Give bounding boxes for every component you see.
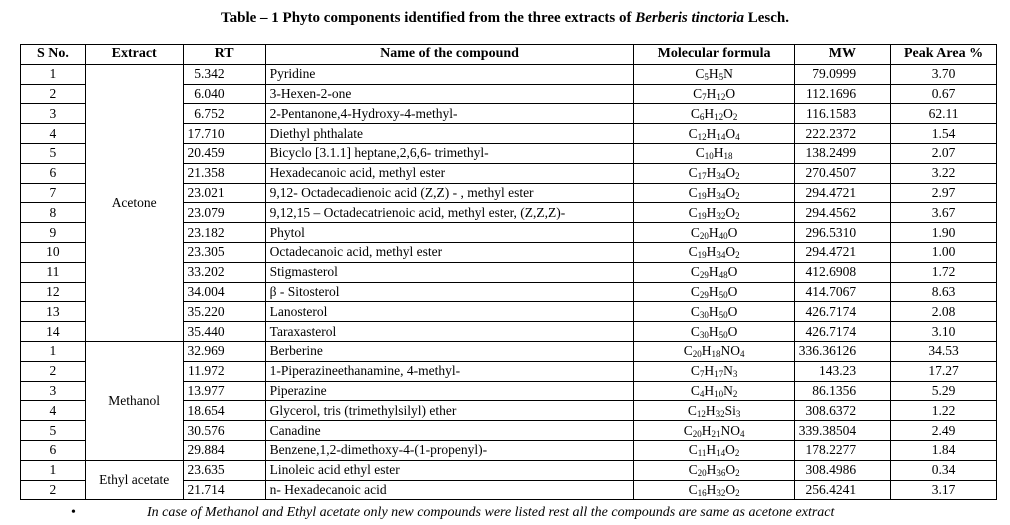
cell-rt: 29.884 xyxy=(183,440,265,460)
cell-sno: 3 xyxy=(21,104,86,124)
cell-formula: $C_{20}H_{21}NO_4$ xyxy=(634,421,794,441)
cell-mw: 426.7174 xyxy=(794,302,890,322)
footnote-text: In case of Methanol and Ethyl acetate only new compounds were listed rest all the compounds are same as acetone extract xyxy=(147,505,835,520)
cell-rt: 23.021 xyxy=(183,183,265,203)
cell-peak-area: 17.27 xyxy=(891,361,997,381)
cell-rt: 21.358 xyxy=(183,163,265,183)
cell-peak-area: 8.63 xyxy=(891,282,997,302)
cell-sno: 12 xyxy=(21,282,86,302)
cell-rt: 23.305 xyxy=(183,242,265,262)
cell-sno: 14 xyxy=(21,322,86,342)
cell-formula: $C_{12}H_{32}Si_3$ xyxy=(634,401,794,421)
cell-extract: Ethyl acetate xyxy=(85,460,183,500)
cell-formula: $C_{19}H_{34}O_2$ xyxy=(634,183,794,203)
cell-formula: $C_{19}H_{32}O_2$ xyxy=(634,203,794,223)
cell-formula: $C_4H_{10}N_2$ xyxy=(634,381,794,401)
cell-compound-name: Hexadecanoic acid, methyl ester xyxy=(265,163,634,183)
cell-formula: $C_{17}H_{34}O_2$ xyxy=(634,163,794,183)
cell-mw: 294.4721 xyxy=(794,242,890,262)
cell-rt: 23.635 xyxy=(183,460,265,480)
cell-mw: 294.4562 xyxy=(794,203,890,223)
cell-rt: 5.342 xyxy=(183,64,265,84)
cell-peak-area: 1.72 xyxy=(891,262,997,282)
caption-species: Berberis tinctoria xyxy=(635,10,745,26)
header-name: Name of the compound xyxy=(265,45,634,65)
cell-sno: 8 xyxy=(21,203,86,223)
cell-peak-area: 1.90 xyxy=(891,223,997,243)
cell-rt: 35.440 xyxy=(183,322,265,342)
cell-peak-area: 3.17 xyxy=(891,480,997,500)
cell-compound-name: 9,12,15 – Octadecatrienoic acid, methyl ester, (Z,Z,Z)- xyxy=(265,203,634,223)
table-caption xyxy=(0,8,1010,28)
cell-peak-area: 34.53 xyxy=(891,341,997,361)
cell-rt: 11.972 xyxy=(183,361,265,381)
compounds-table xyxy=(20,44,997,500)
cell-compound-name: Linoleic acid ethyl ester xyxy=(265,460,634,480)
cell-mw: 86.1356 xyxy=(794,381,890,401)
cell-extract: Acetone xyxy=(85,64,183,341)
header-formula: Molecular formula xyxy=(634,45,794,65)
cell-compound-name: Bicyclo [3.1.1] heptane,2,6,6- trimethyl- xyxy=(265,143,634,163)
cell-formula: $C_{20}H_{40}O$ xyxy=(634,223,794,243)
cell-compound-name: 3-Hexen-2-one xyxy=(265,84,634,104)
cell-compound-name: Phytol xyxy=(265,223,634,243)
cell-compound-name: Pyridine xyxy=(265,64,634,84)
cell-rt: 33.202 xyxy=(183,262,265,282)
cell-sno: 11 xyxy=(21,262,86,282)
cell-sno: 2 xyxy=(21,84,86,104)
cell-compound-name: Taraxasterol xyxy=(265,322,634,342)
cell-sno: 6 xyxy=(21,440,86,460)
header-rt: RT xyxy=(183,45,265,65)
cell-mw: 336.36126 xyxy=(794,341,890,361)
cell-formula: $C_5H_5N$ xyxy=(634,64,794,84)
cell-rt: 13.977 xyxy=(183,381,265,401)
cell-formula: $C_7H_{17}N_3$ xyxy=(634,361,794,381)
header-area: Peak Area % xyxy=(891,45,997,65)
cell-rt: 17.710 xyxy=(183,124,265,144)
cell-formula: $C_{16}H_{32}O_2$ xyxy=(634,480,794,500)
cell-mw: 79.0999 xyxy=(794,64,890,84)
cell-rt: 21.714 xyxy=(183,480,265,500)
cell-mw: 138.2499 xyxy=(794,143,890,163)
cell-compound-name: Canadine xyxy=(265,421,634,441)
cell-sno: 1 xyxy=(21,460,86,480)
cell-peak-area: 3.10 xyxy=(891,322,997,342)
cell-peak-area: 1.22 xyxy=(891,401,997,421)
cell-rt: 34.004 xyxy=(183,282,265,302)
cell-rt: 23.079 xyxy=(183,203,265,223)
cell-peak-area: 3.67 xyxy=(891,203,997,223)
cell-formula: $C_{20}H_{36}O_2$ xyxy=(634,460,794,480)
cell-peak-area: 2.49 xyxy=(891,421,997,441)
cell-compound-name: 1-Piperazineethanamine, 4-methyl- xyxy=(265,361,634,381)
cell-peak-area: 3.70 xyxy=(891,64,997,84)
cell-mw: 294.4721 xyxy=(794,183,890,203)
cell-mw: 112.1696 xyxy=(794,84,890,104)
caption-suffix: Lesch. xyxy=(744,10,790,26)
cell-compound-name: n- Hexadecanoic acid xyxy=(265,480,634,500)
footnote-bullet: • xyxy=(71,505,76,520)
header-extract: Extract xyxy=(85,45,183,65)
cell-extract: Methanol xyxy=(85,341,183,460)
cell-rt: 20.459 xyxy=(183,143,265,163)
cell-peak-area: 1.00 xyxy=(891,242,997,262)
header-row xyxy=(21,45,997,65)
cell-sno: 3 xyxy=(21,381,86,401)
header-sno: S No. xyxy=(21,45,86,65)
cell-mw: 296.5310 xyxy=(794,223,890,243)
cell-peak-area: 2.07 xyxy=(891,143,997,163)
cell-formula: $C_{30}H_{50}O$ xyxy=(634,322,794,342)
cell-mw: 222.2372 xyxy=(794,124,890,144)
cell-compound-name: Berberine xyxy=(265,341,634,361)
cell-peak-area: 2.08 xyxy=(891,302,997,322)
cell-mw: 116.1583 xyxy=(794,104,890,124)
cell-compound-name: 2-Pentanone,4-Hydroxy-4-methyl- xyxy=(265,104,634,124)
cell-peak-area: 62.11 xyxy=(891,104,997,124)
cell-mw: 178.2277 xyxy=(794,440,890,460)
cell-rt: 18.654 xyxy=(183,401,265,421)
cell-compound-name: Octadecanoic acid, methyl ester xyxy=(265,242,634,262)
cell-formula: $C_{20}H_{18}NO_4$ xyxy=(634,341,794,361)
table-body xyxy=(21,64,997,500)
cell-rt: 23.182 xyxy=(183,223,265,243)
cell-compound-name: Benzene,1,2-dimethoxy-4-(1-propenyl)- xyxy=(265,440,634,460)
cell-compound-name: Stigmasterol xyxy=(265,262,634,282)
cell-formula: $C_{29}H_{50}O$ xyxy=(634,282,794,302)
cell-sno: 1 xyxy=(21,341,86,361)
cell-formula: $C_{12}H_{14}O_4$ xyxy=(634,124,794,144)
cell-mw: 256.4241 xyxy=(794,480,890,500)
cell-formula: $C_{10}H_{18}$ xyxy=(634,143,794,163)
cell-peak-area: 1.54 xyxy=(891,124,997,144)
cell-formula: $C_{19}H_{34}O_2$ xyxy=(634,242,794,262)
cell-mw: 414.7067 xyxy=(794,282,890,302)
cell-formula: $C_{11}H_{14}O_2$ xyxy=(634,440,794,460)
cell-sno: 2 xyxy=(21,361,86,381)
cell-sno: 4 xyxy=(21,124,86,144)
cell-compound-name: Lanosterol xyxy=(265,302,634,322)
cell-sno: 5 xyxy=(21,143,86,163)
cell-sno: 2 xyxy=(21,480,86,500)
table-row xyxy=(21,64,997,84)
cell-sno: 10 xyxy=(21,242,86,262)
cell-rt: 32.969 xyxy=(183,341,265,361)
cell-peak-area: 2.97 xyxy=(891,183,997,203)
cell-compound-name: 9,12- Octadecadienoic acid (Z,Z) - , methyl ester xyxy=(265,183,634,203)
cell-mw: 339.38504 xyxy=(794,421,890,441)
cell-formula: $C_7H_{12}O$ xyxy=(634,84,794,104)
cell-mw: 308.4986 xyxy=(794,460,890,480)
cell-peak-area: 5.29 xyxy=(891,381,997,401)
cell-mw: 270.4507 xyxy=(794,163,890,183)
cell-sno: 5 xyxy=(21,421,86,441)
cell-rt: 6.040 xyxy=(183,84,265,104)
cell-sno: 6 xyxy=(21,163,86,183)
cell-peak-area: 0.67 xyxy=(891,84,997,104)
cell-sno: 9 xyxy=(21,223,86,243)
cell-rt: 35.220 xyxy=(183,302,265,322)
cell-mw: 308.6372 xyxy=(794,401,890,421)
cell-compound-name: Diethyl phthalate xyxy=(265,124,634,144)
cell-compound-name: Glycerol, tris (trimethylsilyl) ether xyxy=(265,401,634,421)
cell-rt: 30.576 xyxy=(183,421,265,441)
table-row xyxy=(21,460,997,480)
cell-rt: 6.752 xyxy=(183,104,265,124)
cell-sno: 13 xyxy=(21,302,86,322)
cell-compound-name: β - Sitosterol xyxy=(265,282,634,302)
cell-mw: 412.6908 xyxy=(794,262,890,282)
cell-peak-area: 3.22 xyxy=(891,163,997,183)
cell-peak-area: 0.34 xyxy=(891,460,997,480)
cell-formula: $C_{29}H_{48}O$ xyxy=(634,262,794,282)
caption-prefix: Table – 1 Phyto components identified from the three extracts of xyxy=(220,10,636,26)
cell-formula: $C_{30}H_{50}O$ xyxy=(634,302,794,322)
cell-sno: 1 xyxy=(21,64,86,84)
cell-mw: 143.23 xyxy=(794,361,890,381)
header-mw: MW xyxy=(794,45,890,65)
cell-sno: 7 xyxy=(21,183,86,203)
cell-compound-name: Piperazine xyxy=(265,381,634,401)
cell-sno: 4 xyxy=(21,401,86,421)
table-row xyxy=(21,341,997,361)
cell-formula: $C_6H_{12}O_2$ xyxy=(634,104,794,124)
cell-mw: 426.7174 xyxy=(794,322,890,342)
cell-peak-area: 1.84 xyxy=(891,440,997,460)
